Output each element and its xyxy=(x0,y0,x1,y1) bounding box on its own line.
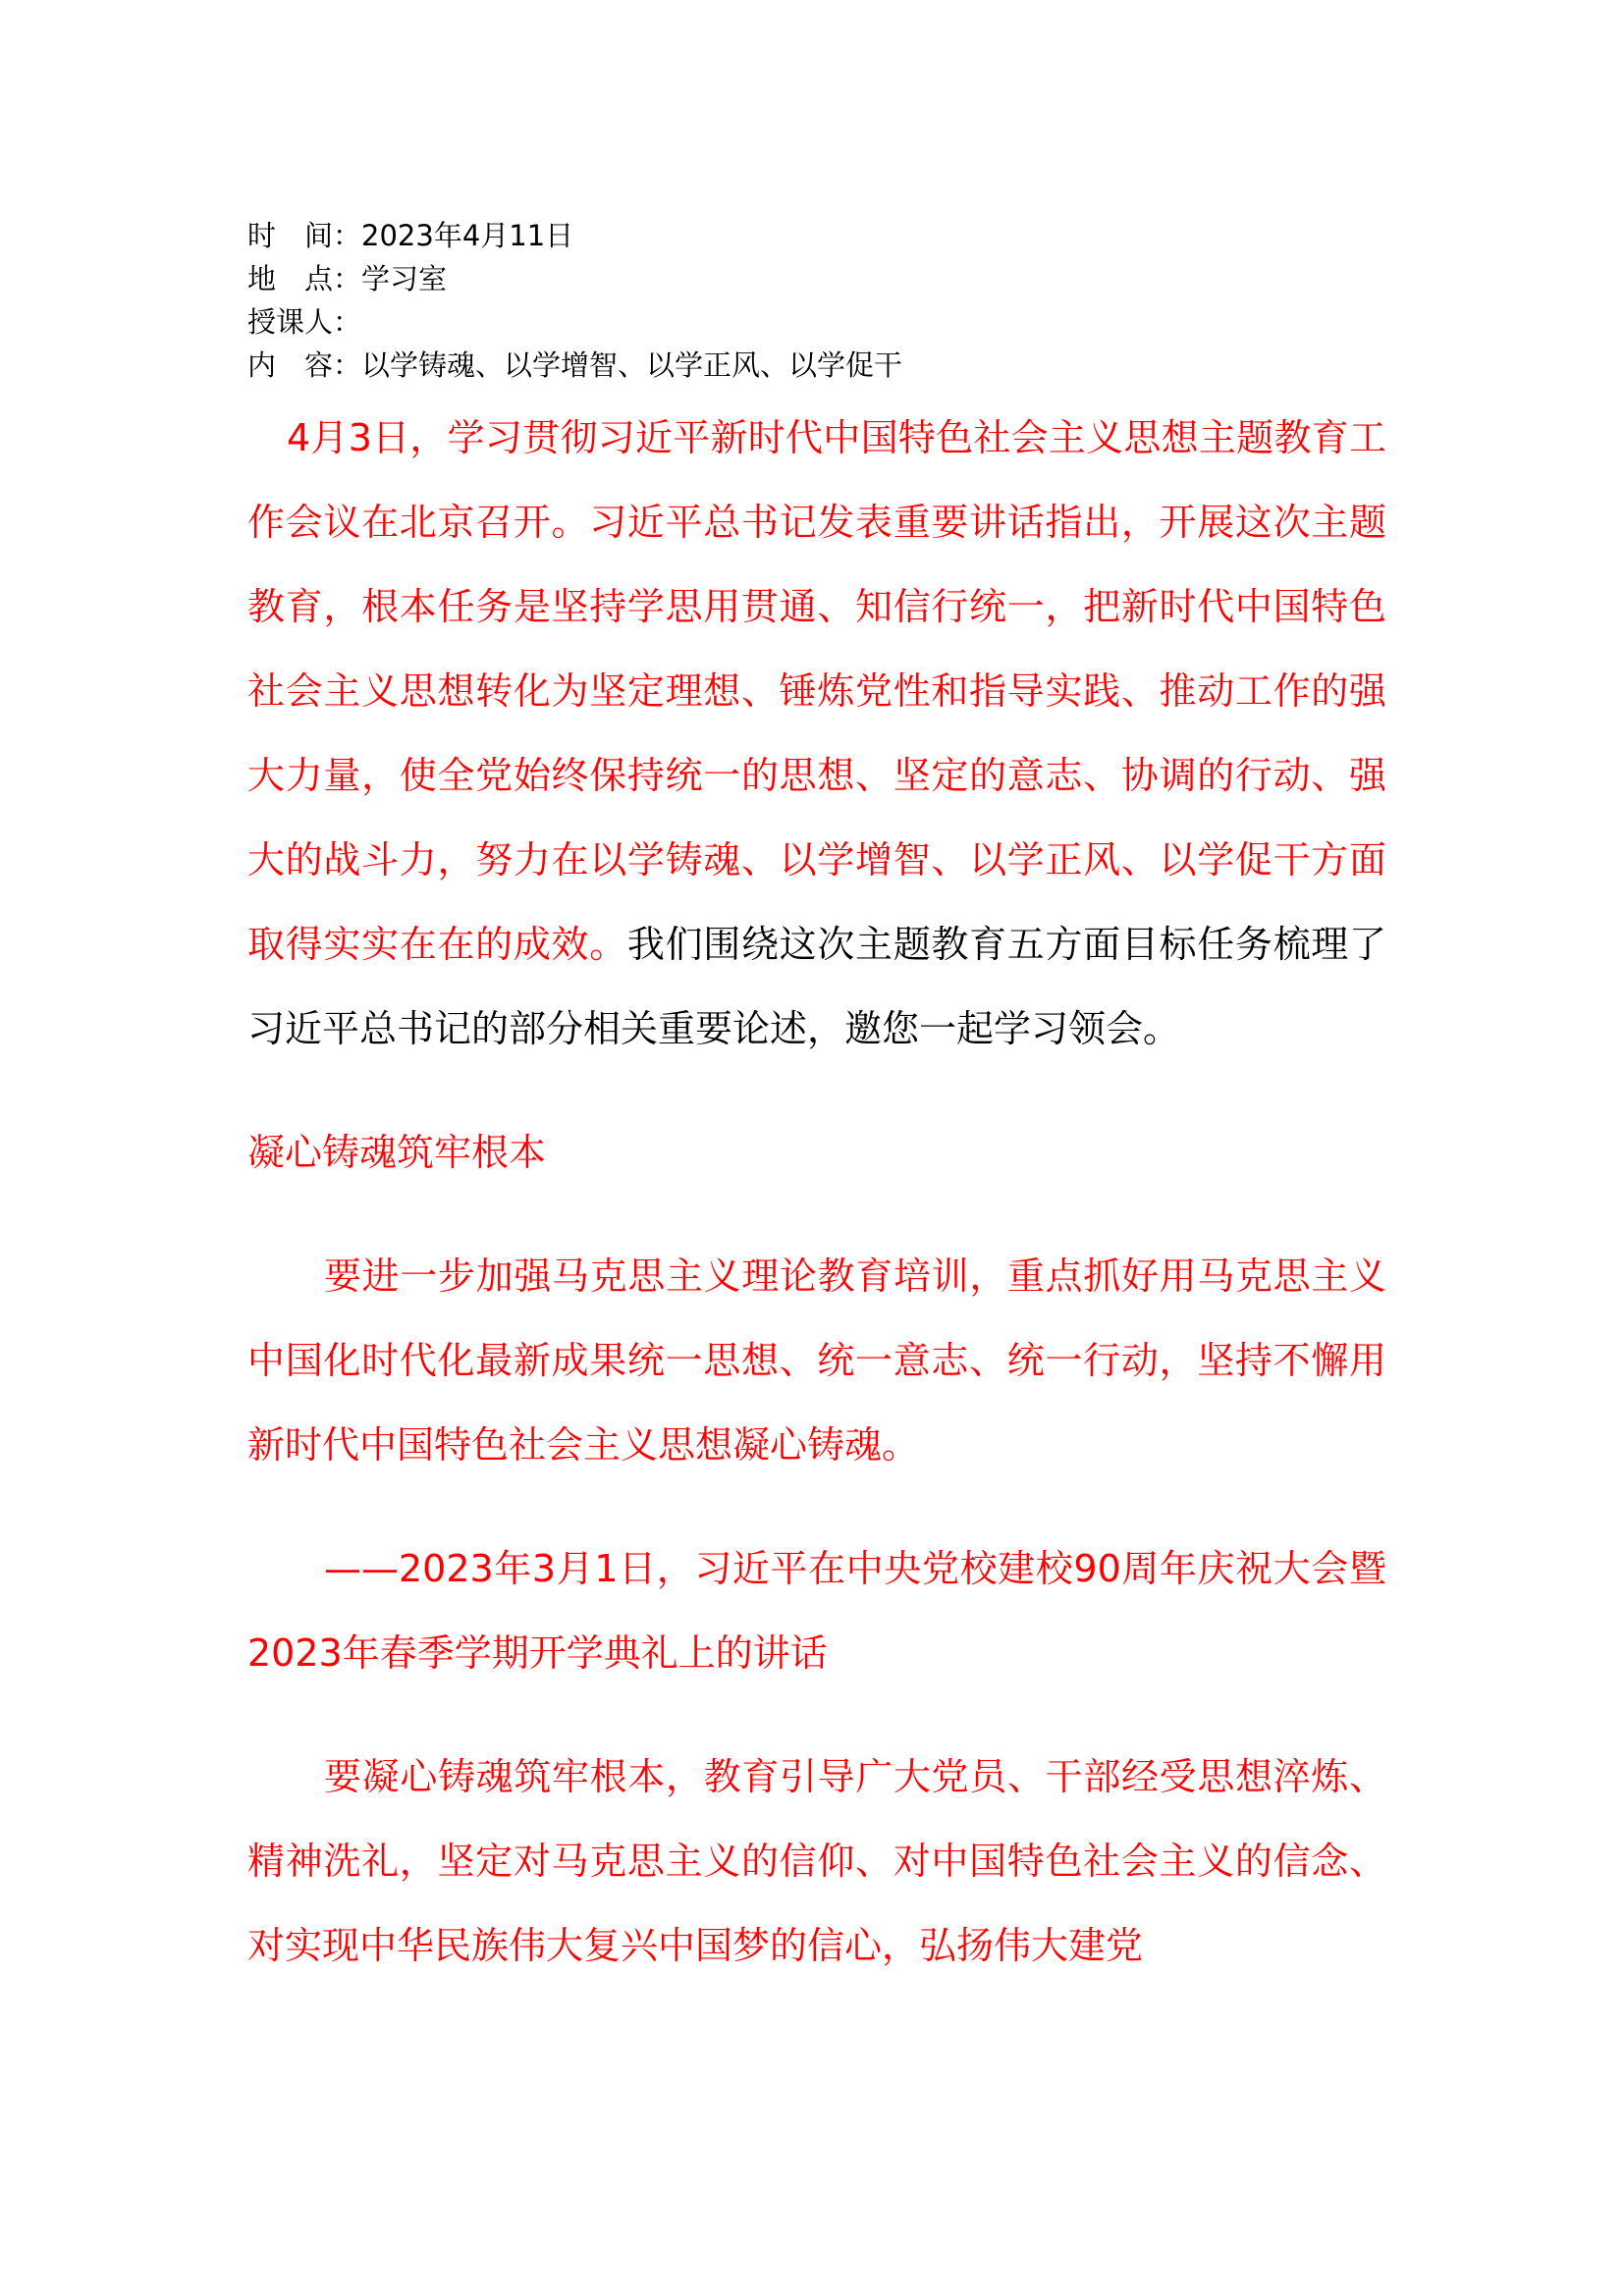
meta-lecturer-row xyxy=(247,300,1377,344)
meta-time-row xyxy=(247,214,1377,257)
meta-place-value: 学习室 xyxy=(361,262,448,295)
meta-time-value: 2023年4月11日 xyxy=(361,219,574,252)
quote-source-1: ——2023年3月1日，习近平在中央党校建校90周年庆祝大会暨2023年春季学期开学典礼上的讲话 xyxy=(247,1547,1386,1675)
quote-paragraph-1: 要进一步加强马克思主义理论教育培训，重点抓好用马克思主义中国化时代化最新成果统一思想、统一意志、统一行动，坚持不懈用新时代中国特色社会主义思想凝心铸魂。 xyxy=(247,1255,1386,1467)
meta-time-label: 时 间： xyxy=(247,219,362,252)
intro-paragraph xyxy=(247,396,1386,1071)
meta-content-row xyxy=(247,344,1377,387)
quote-paragraph-2: 要凝心铸魂筑牢根本，教育引导广大党员、干部经受思想淬炼、精神洗礼，坚定对马克思主义的信仰、对中国特色社会主义的信念、对实现中华民族伟大复兴中国梦的信心，弘扬伟大建党 xyxy=(247,1755,1386,1967)
meta-lecturer-label: 授课人： xyxy=(247,305,362,339)
section-heading: 凝心铸魂筑牢根本 xyxy=(247,1131,547,1174)
document-body xyxy=(247,396,1386,1988)
meta-content-value: 以学铸魂、以学增智、以学正风、以学促干 xyxy=(361,348,903,382)
intro-black-text: 我们围绕这次主题教育五方面目标任务梳理了习近平总书记的部分相关重要论述，邀您一起学习领会。 xyxy=(247,923,1386,1050)
meta-place-row xyxy=(247,257,1377,300)
intro-red-text: 4月3日，学习贯彻习近平新时代中国特色社会主义思想主题教育工作会议在北京召开。习近平总书记发表重要讲话指出，开展这次主题教育，根本任务是坚持学思用贯通、知信行统一，把新时代中国特色社会主义思想转化为坚定理想、锤炼党性和指导实践、推动工作的强大力量，使全党始终保持统一的思想、坚定的意志、协调的行动、强大的战斗力，努力在以学铸魂、以学增智、以学正风、以学促干方面取得实实在在的成效。 xyxy=(247,416,1386,966)
meta-place-label: 地 点： xyxy=(247,262,362,295)
meta-content-label: 内 容： xyxy=(247,348,362,382)
lesson-meta xyxy=(247,214,1377,387)
